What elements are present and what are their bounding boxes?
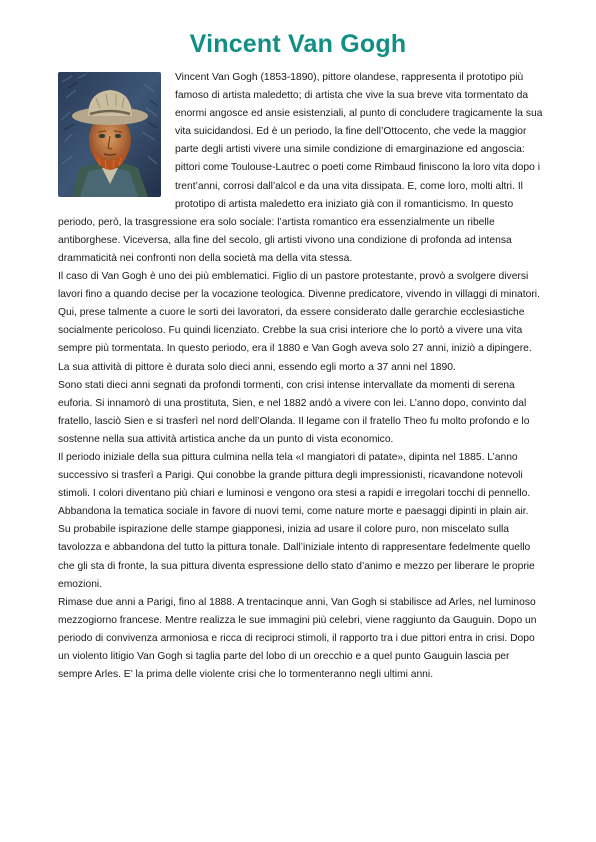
paragraph: Su probabile ispirazione delle stampe giapponesi, inizia ad usare il colore puro, non miscelato sulla tavolozza e abbandona del tutto la pittura tonale. Dall’iniziale intento di rappresentare fedelmente quello che gli sta di fronte, la sua pittura diventa espressione dello stato d’animo e mezzo per liberare le proprie emozioni. <box>58 524 535 590</box>
article-body <box>58 69 544 684</box>
paragraph: Il caso di Van Gogh è uno dei più emblematici. Figlio di un pastore protestante, provò a svolgere diversi lavori fino a quando decise per la vocazione teologica. Divenne predicatore, vivendo in villaggi di minatori. Qui, prese talmente a cuore le sorti dei lavoratori, da essere considerato dalle gerarchie ecclesiastiche socialmente pericoloso. Fu quindi licenziato. Crebbe la sua crisi interiore che lo portò a vivere una vita sempre più tormentata. In questo periodo, era il 1880 e Van Gogh aveva solo 27 anni, iniziò a dipingere. La sua attività di pittore è durata solo dieci anni, essendo egli morto a 37 anni nel 1890. <box>58 271 540 373</box>
paragraph: Rimase due anni a Parigi, fino al 1888. A trentacinque anni, Van Gogh si stabilisce ad Arles, nel luminoso mezzogiorno francese. Mentre realizza le sue immagini più celebri, viene raggiunto da Gauguin. Dopo un periodo di convivenza armoniosa e ricca di reciproci stimoli, il rapporto tra i due pittori entra in crisi. Dopo un violento litigio Van Gogh si taglia parte del lobo di un orecchio e a quel punto Gauguin lascia per sempre Arles. E’ la prima delle violente crisi che lo tormenteranno negli ultimi anni. <box>58 596 537 681</box>
van-gogh-portrait-image <box>58 72 161 197</box>
paragraph: Sono stati dieci anni segnati da profondi tormenti, con crisi intense intervallate da momenti di serena euforia. Si innamorò di una prostituta, Sien, e nel 1882 andò a vivere con lei. L’anno dopo, convinto dal fratello, lasciò Sien e si trasferì nel nord dell’Olanda. Il legame con il fratello Theo fu molto profondo e lo sostenne nella sua attività artistica anche da un punto di vista economico. <box>58 379 530 445</box>
paragraph: Il periodo iniziale della sua pittura culmina nella tela «I mangiatori di patate», dipinta nel 1885. L’anno successivo si trasferì a Parigi. Qui conobbe la grande pittura degli impressionisti, ricavandone notevoli stimoli. I colori diventano più chiari e luminosi e vengono ora stesi a rapidi e irregolari tocchi di pennello. Abbandona la tematica sociale in favore di nuovi temi, come nature morte e paesaggi dipinti in plain air. <box>58 451 531 518</box>
paragraph: Vincent Van Gogh (1853-1890), pittore olandese, rappresenta il prototipo più famoso di artista maledetto; di artista che vive la sua breve vita tormentato da enormi angosce ed ansie esistenziali, al punto di concludere tragicamente la sua vita suicidandosi. Ed è un periodo, la fine dell’Ottocento, che vede la maggior parte degli artisti vivere una simile condizione di emarginazione ed angoscia: pittori come Toulouse-Lautrec o poeti come Rimbaud finiscono la loro vita dopo i trent’anni, corrosi dall’alcol e da una vita dissipata. E, come loro, molti altri. Il prototipo di artista maledetto era iniziato già con il romanticismo. In questo periodo, però, la trasgressione era solo sociale: l’artista romantico era essenzialmente un ribelle antiborghese. Viceversa, alla fine del secolo, gli artisti vivono una condizione di profonda ad intensa drammaticità nei confronti non della società ma della vita stessa. <box>58 72 543 264</box>
page-title: Vincent Van Gogh <box>189 30 407 58</box>
